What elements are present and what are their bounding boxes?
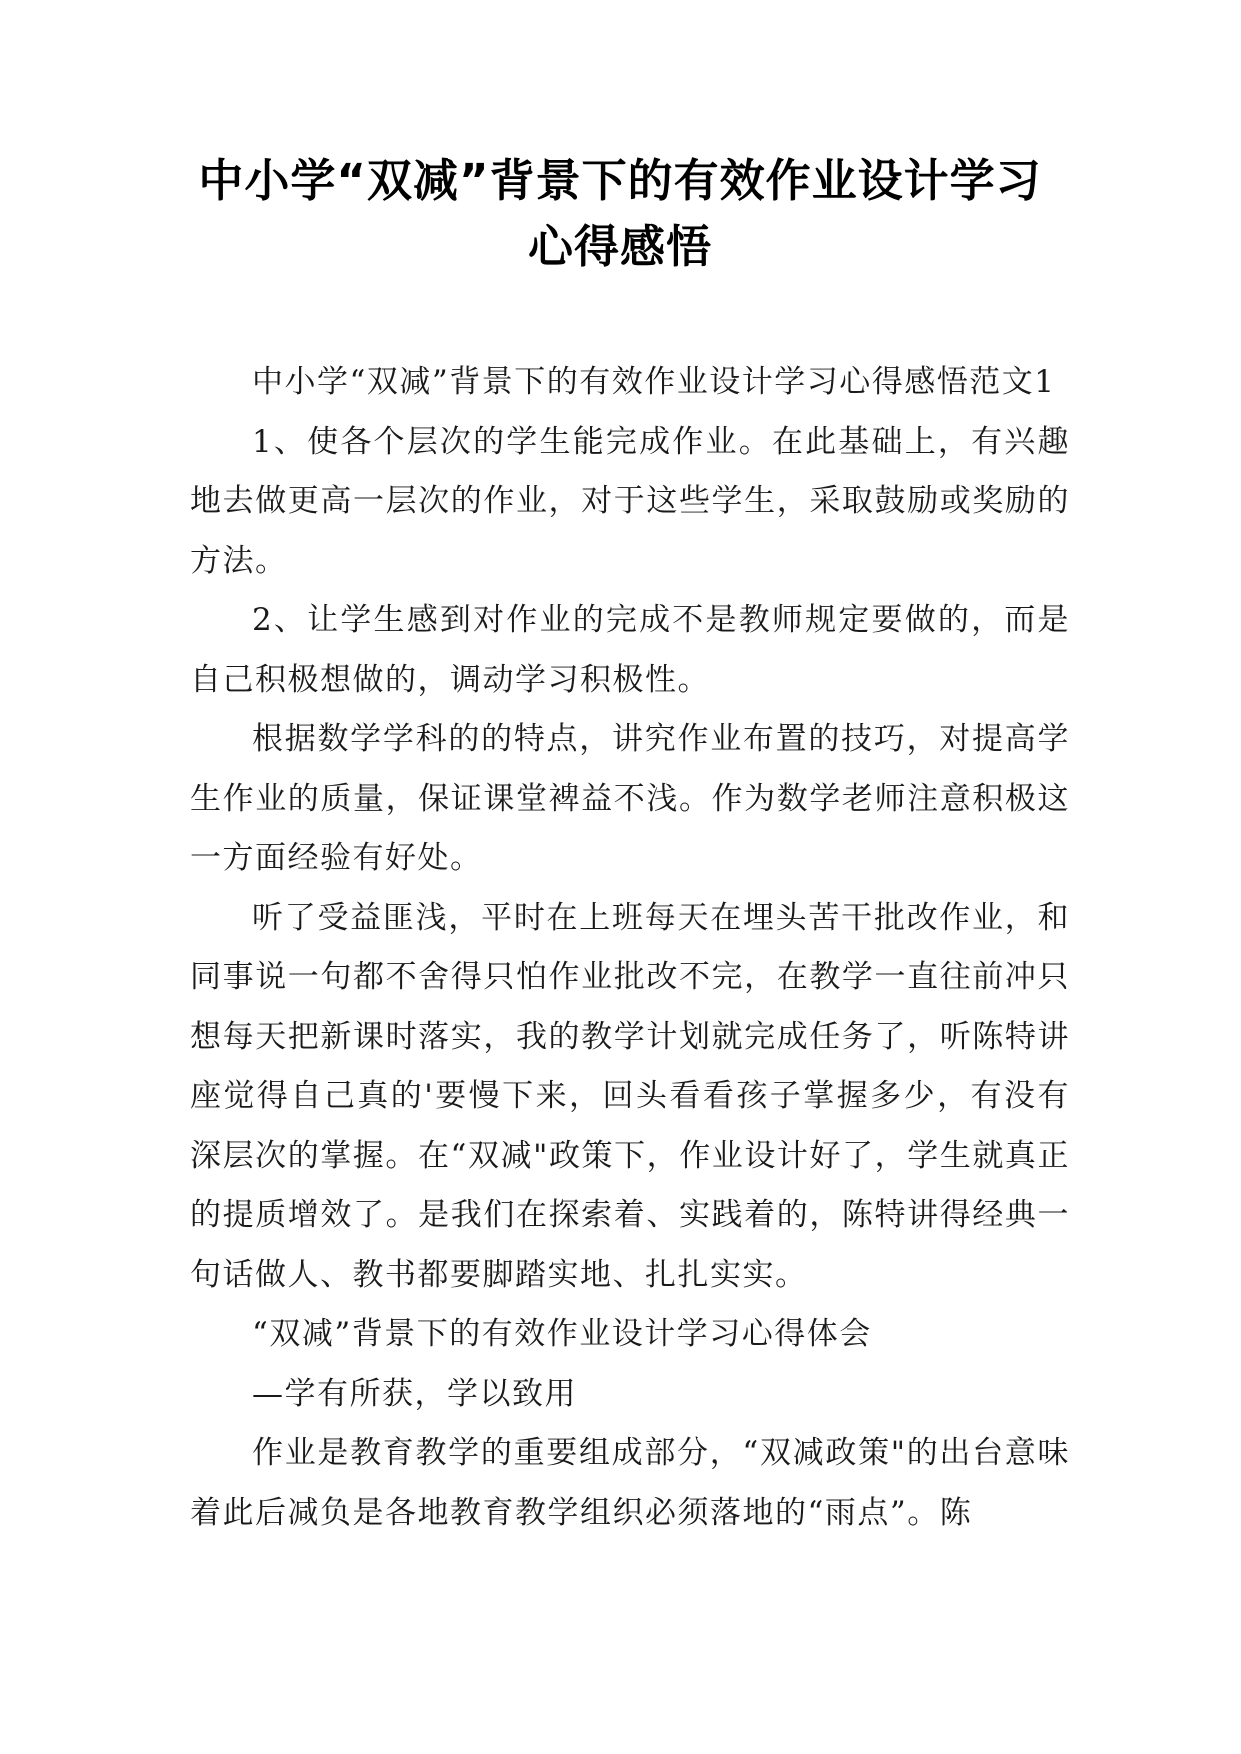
document-title [140,148,1100,280]
title-line-1: 中小学“双减”背景下的有效作业设计学习 [198,154,1042,207]
paragraph-point-2: 2、让学生感到对作业的完成不是教师规定要做的，而是自己积极想做的，调动学习积极性。 [190,602,1070,698]
paragraph-homework-intro: 作业是教育教学的重要组成部分，“双减政策"的出台意味着此后减负是各地教育教学组织必须落地的“雨点”。陈 [190,1435,1070,1531]
paragraph-heading-sample-1: 中小学“双减”背景下的有效作业设计学习心得感悟范文1 [252,364,1056,400]
paragraph-math-features: 根据数学学科的的特点，讲究作业布置的技巧，对提高学生作业的质量，保证课堂裨益不浅。作为数学老师注意积极这一方面经验有好处。 [190,721,1070,876]
paragraph-point-1: 1、使各个层次的学生能完成作业。在此基础上，有兴趣地去做更高一层次的作业，对于这些学生，采取鼓励或奖励的方法。 [190,423,1070,579]
document-body [190,353,1070,1543]
paragraph-section-heading: “双减”背景下的有效作业设计学习心得体会 [252,1316,872,1352]
paragraph-subtitle: —学有所获，学以致用 [252,1375,577,1412]
paragraph-reflection: 听了受益匪浅，平时在上班每天在埋头苦干批改作业，和同事说一句都不舍得只怕作业批改不完，在教学一直往前冲只想每天把新课时落实，我的教学计划就完成任务了，听陈特讲座觉得自己真的'要慢下来，回头看看孩子掌握多少，有没有深层次的掌握。在“双减"政策下，作业设计好了，学生就真正的提质增效了。是我们在探索着、实践着的，陈特讲得经典一句话做人、教书都要脚踏实地、扎扎实实。 [190,899,1070,1293]
title-line-2: 心得感悟 [527,220,712,273]
